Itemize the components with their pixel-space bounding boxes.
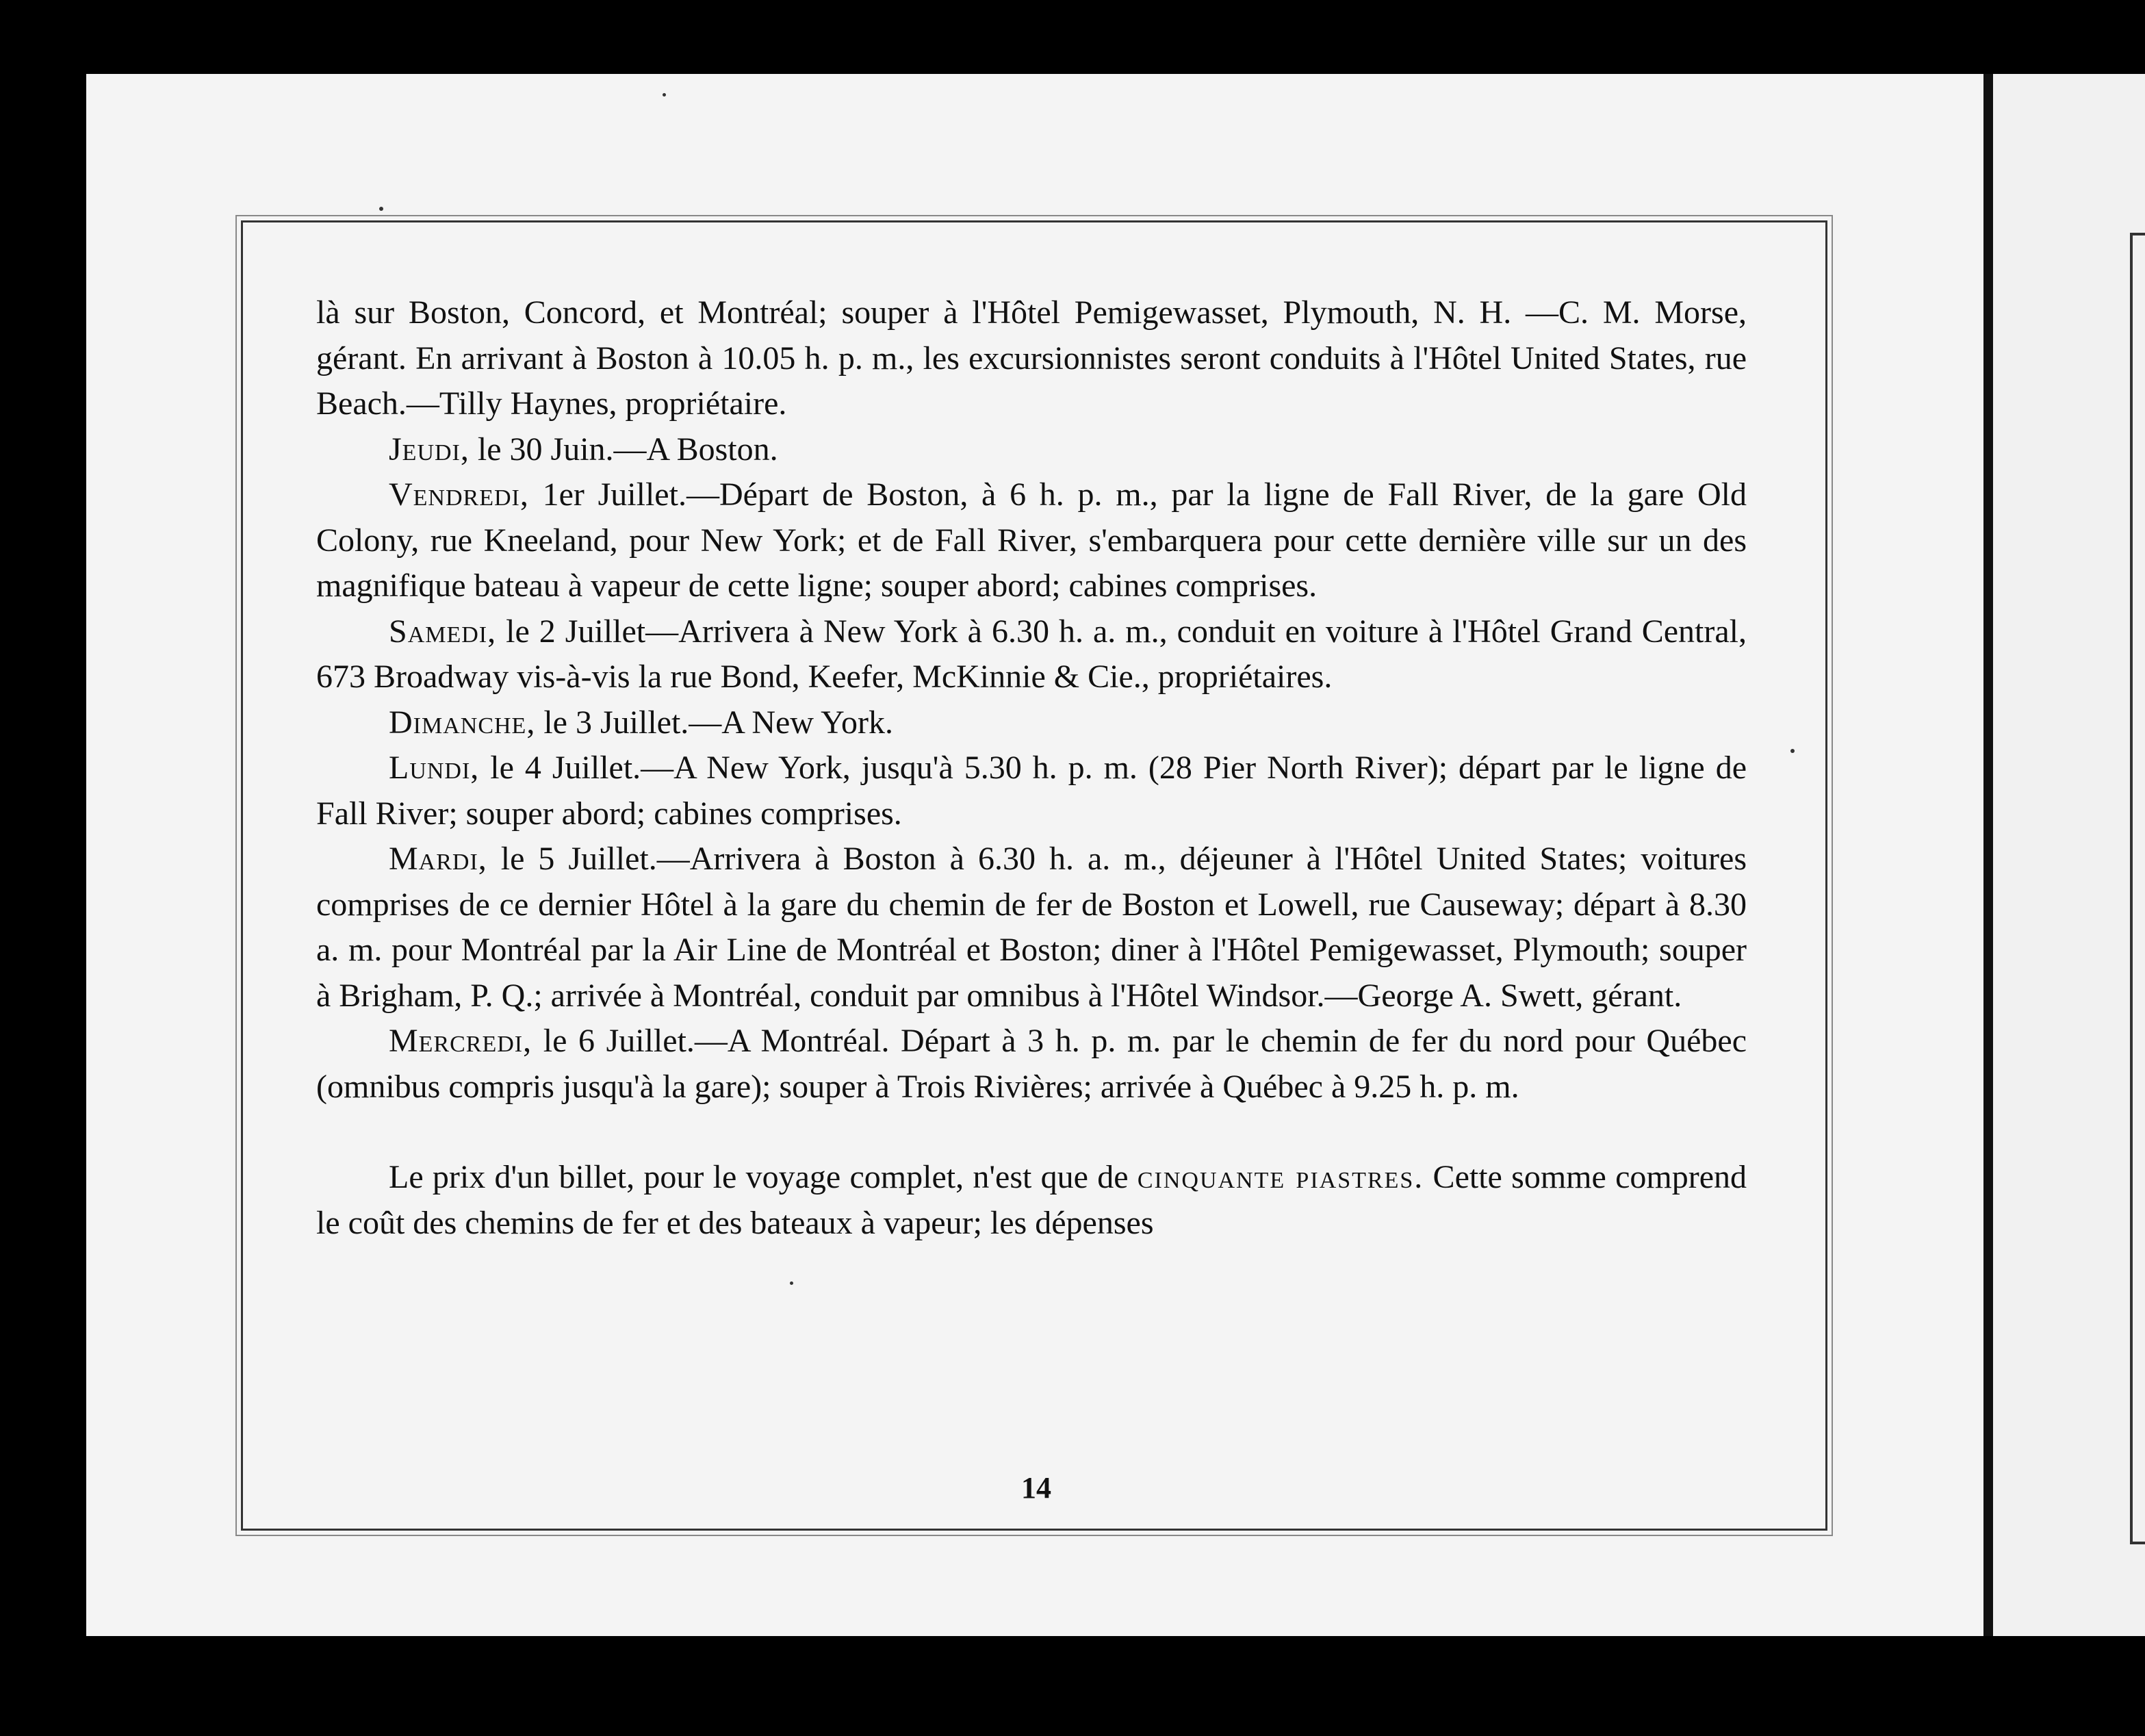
paragraph-text: le 3 Juillet.—A New York. bbox=[535, 704, 894, 741]
itinerary-paragraph bbox=[316, 700, 1747, 746]
scan-speck bbox=[790, 1281, 793, 1285]
paragraph-text: le 30 Juin.—A Boston. bbox=[469, 431, 778, 468]
paragraph-text: le 4 Juillet.—A New York, jusqu'à 5.30 h. p. m. (28 Pier North River); départ par le ligne de Fall River; souper abord; cabines comprises. bbox=[316, 750, 1747, 832]
scan-speck bbox=[663, 93, 666, 97]
day-name: Dimanche, bbox=[389, 704, 536, 741]
itinerary-paragraph bbox=[316, 472, 1747, 609]
price-amount: cinquante piastres. bbox=[1137, 1159, 1424, 1195]
price-text-after: Cette somme comprend le coût des chemins de fer et des bateaux à vapeur; les dépenses bbox=[316, 1159, 1747, 1241]
day-name: Lundi, bbox=[389, 750, 480, 786]
paragraph-text: le 5 Juillet.—Arrivera à Boston à 6.30 h. a. m., déjeuner à l'Hôtel United States; voitures comprises de ce dernier Hôtel à la gare du chemin de fer de Boston et Lowell, rue Causeway; départ à 8.30 a. m. pour Montréal par la Air Line de Montréal et Boston; diner à l'Hôtel Pemigewasset, Plymouth; souper à Brigham, P. Q.; arrivée à Montréal, conduit par omnibus à l'Hôtel Windsor.—George A. Swett, gérant. bbox=[316, 841, 1747, 1014]
adjacent-page-edge bbox=[1983, 74, 2145, 1636]
paragraph-text: le 6 Juillet.—A Montréal. Départ à 3 h. p. m. par le chemin de fer du nord pour Québec (omnibus compris jusqu'à la gare); souper à Trois Rivières; arrivée à Québec à 9.25 h. p. m. bbox=[316, 1023, 1747, 1105]
day-name: Mercredi, bbox=[389, 1023, 532, 1059]
itinerary-paragraph bbox=[316, 609, 1747, 700]
paragraph-text: le 2 Juillet—Arrivera à New York à 6.30 h. a. m., conduit en voiture à l'Hôtel Grand Central, 673 Broadway vis-à-vis la rue Bond, Keefer, McKinnie & Cie., propriétaires. bbox=[316, 613, 1747, 695]
page-number: 14 bbox=[1021, 1471, 1051, 1505]
day-name: Samedi, bbox=[389, 613, 497, 650]
paragraph-text: 1er Juillet.—Départ de Boston, à 6 h. p. m., par la ligne de Fall River, de la gare Old Colony, rue Kneeland, pour New York; et de Fall River, s'embarquera pour cette dernière ville sur un des magnifique bateau à vapeur de cette ligne; souper abord; cabines comprises. bbox=[316, 476, 1747, 604]
price-paragraph bbox=[316, 1155, 1747, 1246]
itinerary-paragraph bbox=[316, 290, 1747, 427]
itinerary-paragraph bbox=[316, 745, 1747, 837]
itinerary-text bbox=[316, 290, 1747, 1246]
itinerary-paragraph bbox=[316, 837, 1747, 1019]
itinerary-paragraph bbox=[316, 1019, 1747, 1110]
day-name: Mardi, bbox=[389, 841, 487, 877]
price-text-before: Le prix d'un billet, pour le voyage complet, n'est que de bbox=[389, 1159, 1138, 1195]
adjacent-page-frame bbox=[2130, 233, 2145, 1544]
scan-speck bbox=[1790, 749, 1795, 753]
paragraph-text: là sur Boston, Concord, et Montréal; souper à l'Hôtel Pemigewasset, Plymouth, N. H. —C. M. Morse, gérant. En arrivant à Boston à 10.05 h. p. m., les excursionnistes seront conduits à l'Hôtel United States, rue Beach.—Tilly Haynes, propriétaire. bbox=[316, 294, 1747, 422]
itinerary-paragraph bbox=[316, 427, 1747, 473]
day-name: Vendredi, bbox=[389, 476, 529, 513]
day-name: Jeudi, bbox=[389, 431, 470, 468]
scan-speck bbox=[379, 207, 383, 211]
